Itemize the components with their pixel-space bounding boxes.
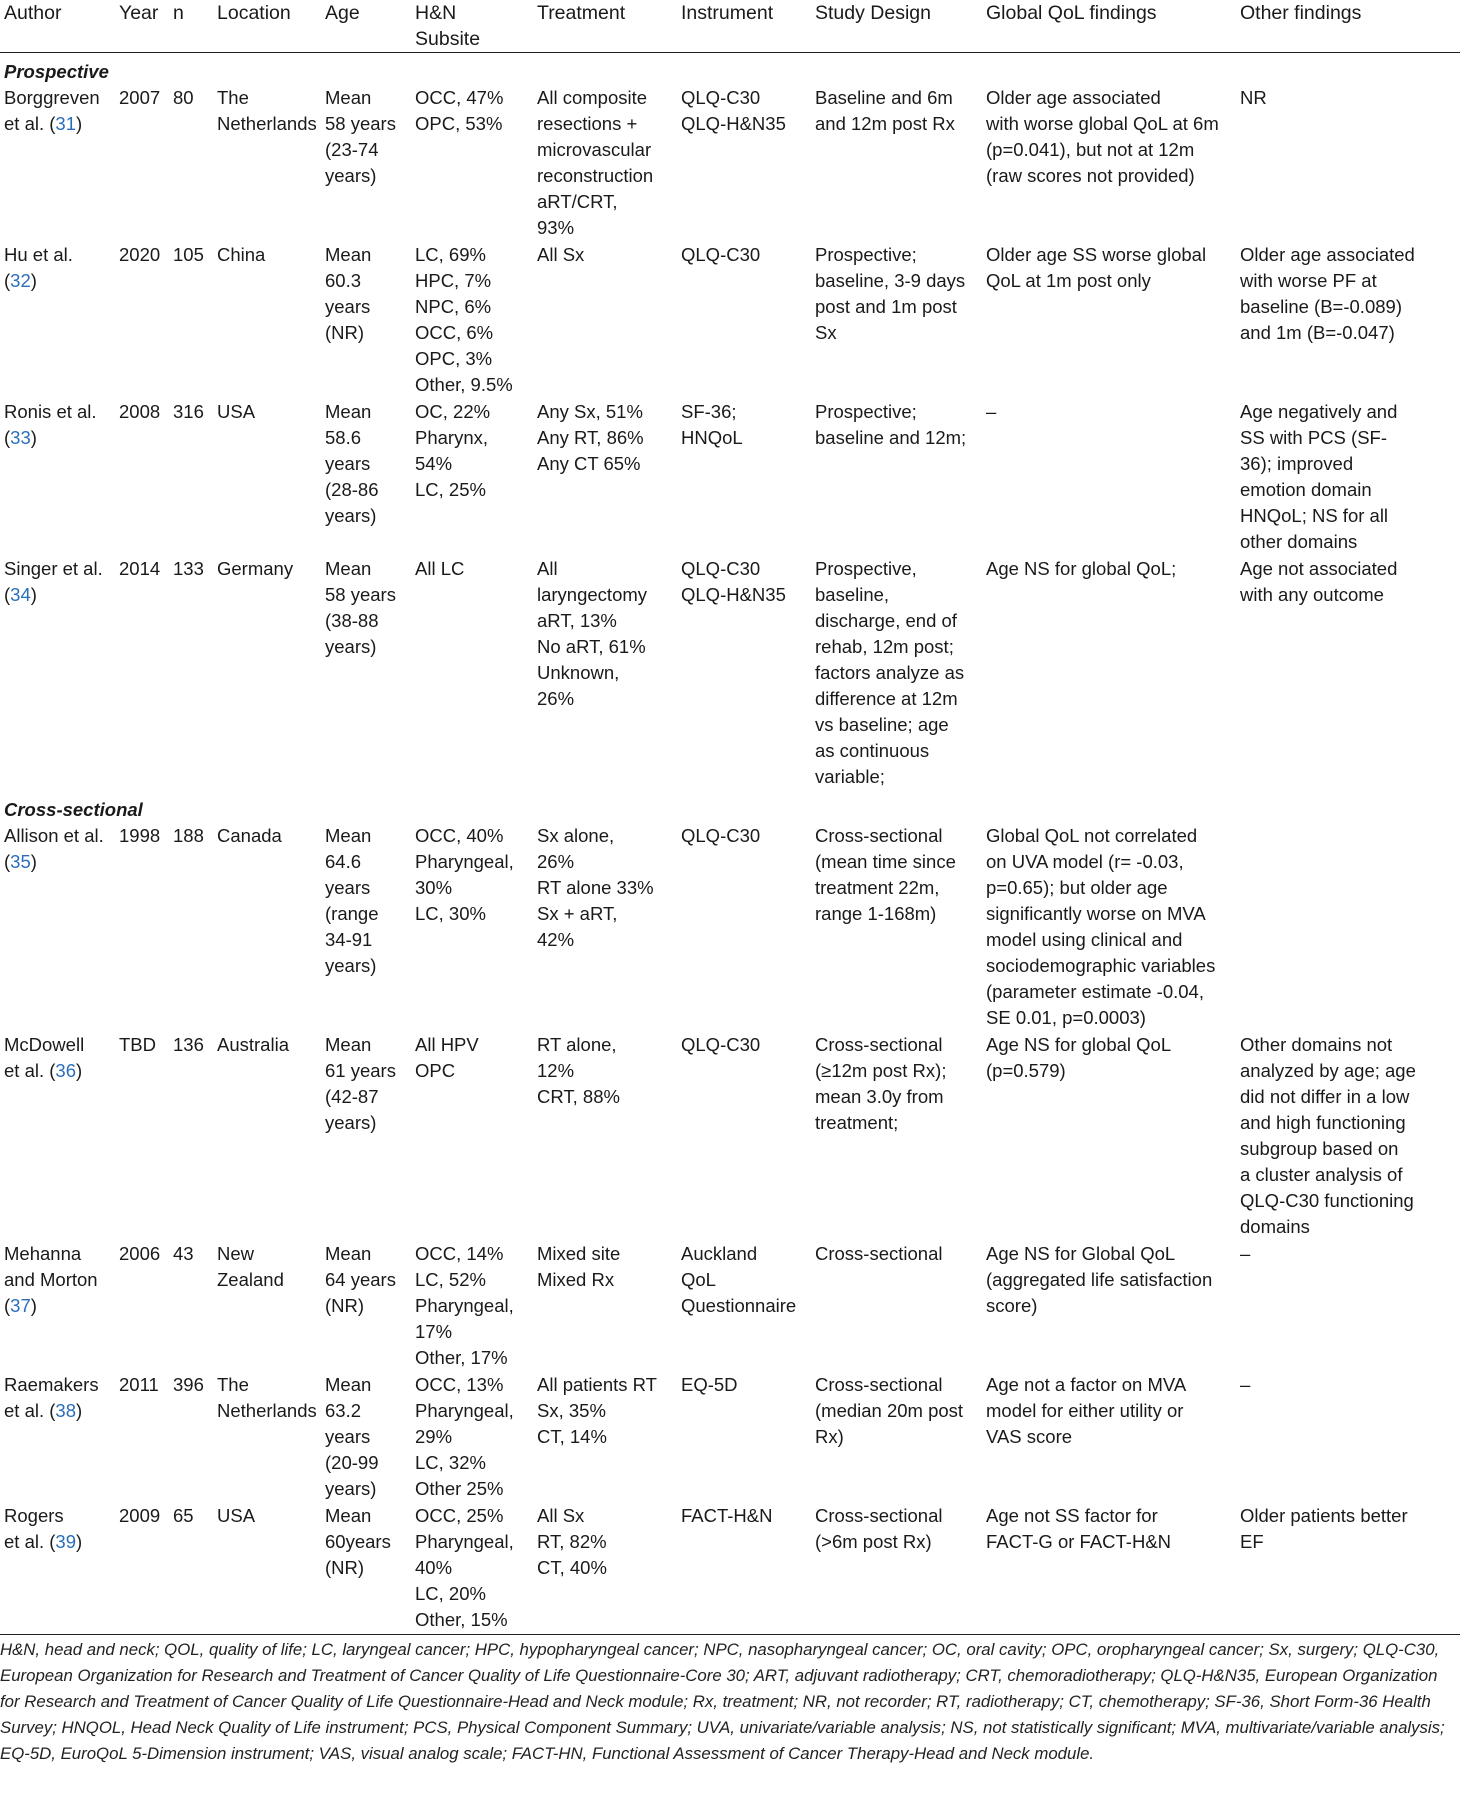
age-cell: Mean 60.3 years (NR) [325, 244, 372, 343]
table-row [0, 823, 1460, 1032]
age-cell: Mean 60years (NR) [325, 1505, 391, 1578]
year-cell: 1998 [119, 825, 161, 846]
author-name: Singer et al. ( [4, 558, 103, 605]
sample-size-cell: 43 [173, 1243, 194, 1264]
study-design-cell: Baseline and 6m and 12m post Rx [815, 87, 955, 134]
column-header: Instrument [681, 2, 774, 24]
treatment-cell: All Sx RT, 82% CT, 40% [537, 1505, 607, 1578]
other-findings-cell: Age negatively and SS with PCS (SF- 36); improved emotion domain HNQoL; NS for all other domains [1240, 401, 1398, 552]
author-name: Ronis et al. ( [4, 401, 97, 448]
reference-close-paren: ) [76, 1531, 83, 1552]
author-cell [0, 85, 115, 242]
sample-size-cell: 65 [173, 1505, 194, 1526]
author-name: Allison et al. ( [4, 825, 104, 872]
year-cell: TBD [119, 1034, 156, 1055]
reference-link[interactable]: 33 [10, 427, 31, 448]
other-findings-cell: – [1240, 1374, 1251, 1395]
column-header: Treatment [537, 2, 626, 24]
author-name: McDowell et al. ( [4, 1034, 85, 1081]
treatment-cell: All Sx [537, 244, 585, 265]
treatment-cell: Mixed site Mixed Rx [537, 1243, 621, 1290]
reference-link[interactable]: 36 [55, 1060, 76, 1081]
other-findings-cell: – [1240, 1243, 1251, 1264]
sample-size-cell: 396 [173, 1374, 204, 1395]
treatment-cell: All patients RT Sx, 35% CT, 14% [537, 1374, 657, 1447]
table-row [0, 1372, 1460, 1503]
table-row [0, 399, 1460, 556]
subsite-cell: LC, 69% HPC, 7% NPC, 6% OCC, 6% OPC, 3% Other, 9.5% [415, 244, 513, 395]
study-design-cell: Cross-sectional (mean time since treatment 22m, range 1-168m) [815, 825, 956, 924]
author-cell [0, 399, 115, 556]
year-cell: 2011 [119, 1374, 159, 1395]
year-cell: 2008 [119, 401, 161, 422]
instrument-cell: QLQ-C30 [681, 825, 761, 846]
instrument-cell: FACT-H&N [681, 1505, 773, 1526]
reference-close-paren: ) [76, 1400, 83, 1421]
author-name: Borggreven et al. ( [4, 87, 100, 134]
subsite-cell: All LC [415, 558, 465, 579]
author-name: Mehanna and Morton ( [4, 1243, 98, 1316]
column-header: Year [119, 2, 159, 24]
instrument-cell: QLQ-C30 [681, 244, 761, 265]
global-qol-cell: Age not a factor on MVA model for either utility or VAS score [986, 1374, 1187, 1447]
sample-size-cell: 80 [173, 87, 194, 108]
author-cell [0, 1032, 115, 1241]
author-name: Hu et al. ( [4, 244, 73, 291]
year-cell: 2007 [119, 87, 161, 108]
year-cell: 2020 [119, 244, 161, 265]
author-cell [0, 823, 115, 1032]
author-cell [0, 242, 115, 399]
column-header: Age [325, 2, 360, 24]
location-cell: New Zealand [217, 1243, 284, 1290]
other-findings-cell: Older patients better EF [1240, 1505, 1408, 1552]
section-title: Cross-sectional [4, 799, 143, 820]
sample-size-cell: 133 [173, 558, 204, 579]
author-name: Rogers et al. ( [4, 1505, 64, 1552]
reference-close-paren: ) [76, 1060, 83, 1081]
global-qol-cell: Older age associated with worse global QoL at 6m (p=0.041), but not at 12m (raw scores not provided) [986, 87, 1219, 186]
sample-size-cell: 136 [173, 1034, 204, 1055]
reference-link[interactable]: 34 [10, 584, 31, 605]
treatment-cell: RT alone, 12% CRT, 88% [537, 1034, 620, 1107]
reference-link[interactable]: 39 [55, 1531, 76, 1552]
section-header-row [0, 53, 1460, 86]
author-cell [0, 1372, 115, 1503]
year-cell: 2014 [119, 558, 161, 579]
section-header-row [0, 791, 1460, 823]
global-qol-cell: Age NS for global QoL (p=0.579) [986, 1034, 1172, 1081]
table-row [0, 85, 1460, 242]
study-design-cell: Cross-sectional (>6m post Rx) [815, 1505, 943, 1552]
column-header: H&N Subsite [415, 2, 481, 50]
column-header: Global QoL findings [986, 2, 1157, 24]
location-cell: USA [217, 1505, 256, 1526]
subsite-cell: OCC, 14% LC, 52% Pharyngeal, 17% Other, 17% [415, 1243, 514, 1368]
study-design-cell: Prospective; baseline and 12m; [815, 401, 967, 448]
subsite-cell: All HPV OPC [415, 1034, 479, 1081]
location-cell: Germany [217, 558, 294, 579]
reference-link[interactable]: 38 [55, 1400, 76, 1421]
reference-close-paren: ) [30, 427, 37, 448]
age-cell: Mean 58 years (38-88 years) [325, 558, 396, 657]
section-title: Prospective [4, 61, 109, 82]
reference-link[interactable]: 32 [10, 270, 31, 291]
column-header: Study Design [815, 2, 931, 24]
subsite-cell: OCC, 47% OPC, 53% [415, 87, 504, 134]
year-cell: 2006 [119, 1243, 161, 1264]
reference-close-paren: ) [30, 270, 37, 291]
reference-link[interactable]: 37 [10, 1295, 31, 1316]
global-qol-cell: Age NS for global QoL; [986, 558, 1177, 579]
subsite-cell: OCC, 40% Pharyngeal, 30% LC, 30% [415, 825, 514, 924]
other-findings-cell: Age not associated with any outcome [1240, 558, 1398, 605]
study-design-cell: Cross-sectional [815, 1243, 943, 1264]
instrument-cell: SF-36; HNQoL [681, 401, 743, 448]
table-row [0, 242, 1460, 399]
global-qol-cell: Older age SS worse global QoL at 1m post only [986, 244, 1207, 291]
reference-close-paren: ) [30, 584, 37, 605]
year-cell: 2009 [119, 1505, 161, 1526]
author-name: Raemakers et al. ( [4, 1374, 99, 1421]
column-header: Location [217, 2, 291, 24]
treatment-cell: All laryngectomy aRT, 13% No aRT, 61% Unknown, 26% [537, 558, 648, 709]
treatment-cell: Sx alone, 26% RT alone 33% Sx + aRT, 42% [537, 825, 654, 950]
study-design-cell: Prospective, baseline, discharge, end of rehab, 12m post; factors analyze as difference at 12m vs baseline; age as continuous variable; [815, 558, 965, 787]
global-qol-cell: Age NS for Global QoL (aggregated life satisfaction score) [986, 1243, 1213, 1316]
header-row [0, 0, 1460, 53]
instrument-cell: QLQ-C30 [681, 1034, 761, 1055]
subsite-cell: OC, 22% Pharynx, 54% LC, 25% [415, 401, 491, 500]
study-design-cell: Cross-sectional (≥12m post Rx); mean 3.0y from treatment; [815, 1034, 947, 1133]
other-findings-cell [1236, 823, 1460, 1032]
instrument-cell: QLQ-C30 QLQ-H&N35 [681, 558, 786, 605]
age-cell: Mean 64 years (NR) [325, 1243, 396, 1316]
instrument-cell: QLQ-C30 QLQ-H&N35 [681, 87, 786, 134]
reference-link[interactable]: 35 [10, 851, 31, 872]
reference-close-paren: ) [30, 851, 37, 872]
sample-size-cell: 188 [173, 825, 204, 846]
table-body [0, 53, 1460, 1635]
instrument-cell: Auckland QoL Questionnaire [681, 1243, 797, 1316]
sample-size-cell: 316 [173, 401, 204, 422]
study-design-cell: Cross-sectional (median 20m post Rx) [815, 1374, 964, 1447]
reference-close-paren: ) [30, 1295, 37, 1316]
author-cell [0, 1503, 115, 1634]
instrument-cell: EQ-5D [681, 1374, 738, 1395]
reference-link[interactable]: 31 [55, 113, 76, 134]
treatment-cell: Any Sx, 51% Any RT, 86% Any CT 65% [537, 401, 644, 474]
sample-size-cell: 105 [173, 244, 204, 265]
age-cell: Mean 58.6 years (28-86 years) [325, 401, 379, 526]
table-header [0, 0, 1460, 53]
location-cell: The Netherlands [217, 1374, 317, 1421]
global-qol-cell: Age not SS factor for FACT-G or FACT-H&N [986, 1505, 1172, 1552]
reference-close-paren: ) [76, 113, 83, 134]
location-cell: The Netherlands [217, 87, 317, 134]
column-header: Author [4, 2, 62, 24]
other-findings-cell: NR [1240, 87, 1267, 108]
global-qol-cell: – [986, 401, 997, 422]
treatment-cell: All composite resections + microvascular reconstruction aRT/CRT, 93% [537, 87, 654, 238]
author-cell [0, 556, 115, 791]
age-cell: Mean 64.6 years (range 34-91 years) [325, 825, 379, 976]
global-qol-cell: Global QoL not correlated on UVA model (r= -0.03, p=0.65); but older age significantly worse on MVA model using clinical and sociodemographic variables (parameter estimate -0.04, SE 0.01, p=0.0003) [986, 825, 1216, 1028]
table-row [0, 556, 1460, 791]
table-row [0, 1503, 1460, 1634]
subsite-cell: OCC, 13% Pharyngeal, 29% LC, 32% Other 25% [415, 1374, 514, 1499]
author-cell [0, 1241, 115, 1372]
other-findings-cell: Older age associated with worse PF at baseline (B=-0.089) and 1m (B=-0.047) [1240, 244, 1415, 343]
age-cell: Mean 58 years (23-74 years) [325, 87, 396, 186]
study-design-cell: Prospective; baseline, 3-9 days post and 1m post Sx [815, 244, 966, 343]
column-header: Other findings [1240, 2, 1362, 24]
location-cell: China [217, 244, 266, 265]
column-header: n [173, 2, 184, 24]
other-findings-cell: Other domains not analyzed by age; age did not differ in a low and high functioning subgroup based on a cluster analysis of QLQ-C30 functioning domains [1240, 1034, 1416, 1237]
location-cell: USA [217, 401, 256, 422]
table-footnote: H&N, head and neck; QOL, quality of life; LC, laryngeal cancer; HPC, hypopharyngeal cancer; NPC, nasopharyngeal cancer; OC, oral cavity; OPC, oropharyngeal cancer; Sx, surgery; QLQ-C30, European Organization for Research and Treatment of Cancer Quality of Life Questionnaire-Core 30; ART, adjuvant radiotherapy; CRT, chemoradiotherapy; QLQ-H&N35, European Organization for Research and Treatment of Cancer Quality of Life Questionnaire-Head and Neck module; Rx, treatment; NR, not recorder; RT, radiotherapy; CT, chemotherapy; SF-36, Short Form-36 Health Survey; HNQOL, Head Neck Quality of Life instrument; PCS, Physical Component Summary; UVA, univariate/variable analysis; NS, not statistically significant; MVA, multivariate/variable analysis; EQ-5D, EuroQoL 5-Dimension instrument; VAS, visual analog scale; FACT-HN, Functional Assessment of Cancer Therapy-Head and Neck module. [0, 1640, 1445, 1763]
location-cell: Australia [217, 1034, 289, 1055]
location-cell: Canada [217, 825, 282, 846]
table-row [0, 1241, 1460, 1372]
table-row [0, 1032, 1460, 1241]
age-cell: Mean 63.2 years (20-99 years) [325, 1374, 379, 1499]
footnote-divider [0, 1634, 1460, 1635]
subsite-cell: OCC, 25% Pharyngeal, 40% LC, 20% Other, 15% [415, 1505, 514, 1630]
age-cell: Mean 61 years (42-87 years) [325, 1034, 396, 1133]
